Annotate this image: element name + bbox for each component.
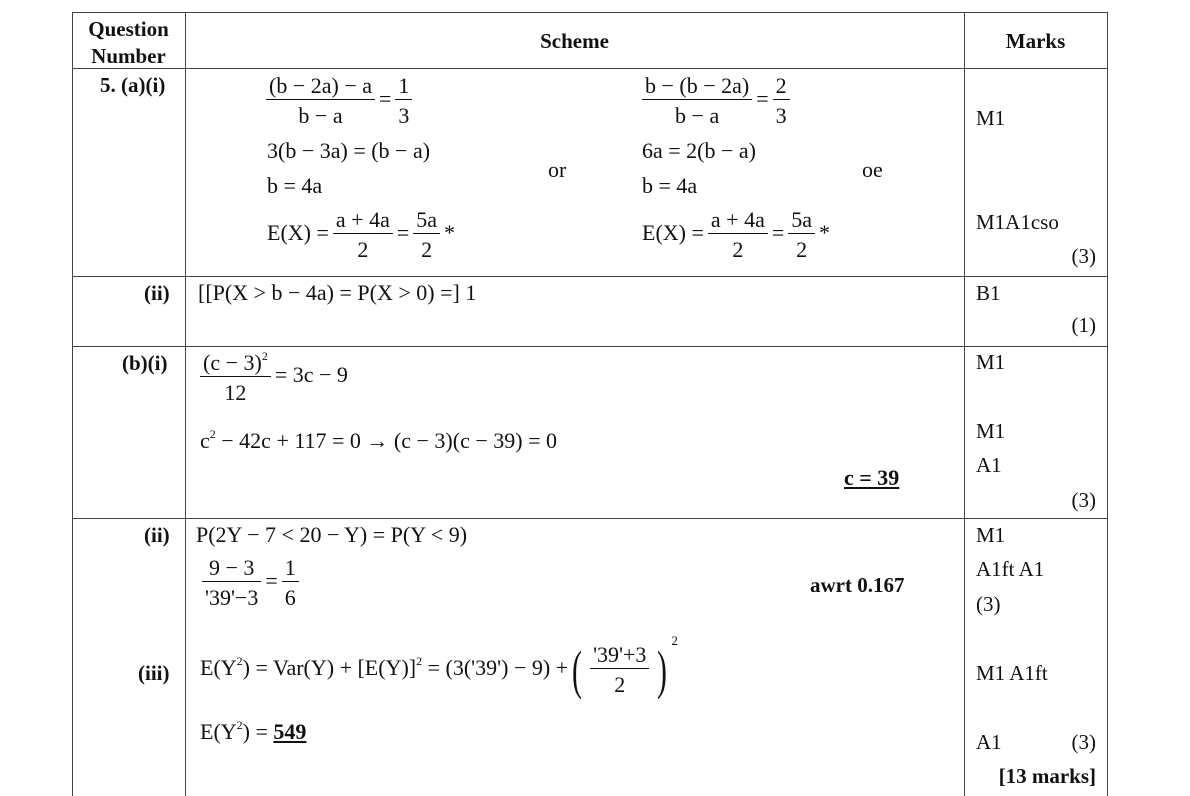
mark-5a-i-m1: M1 [976,106,1006,130]
right-equation-3: b = 4a [642,173,698,198]
b-iii-equation-2: $E(Y^2) = 549$ [200,718,307,744]
b-iii-answer: 549 [273,719,307,744]
b-i-equation-2: $c^2 - 42c + 117 = 0 \to (c - 3)(c - 39) = 0$ [200,427,557,453]
header-scheme: Scheme [540,29,609,53]
fraction: $\frac{2}{3}$ [773,75,790,127]
header-question-line1: Question [88,17,169,41]
right-equation-1: $\frac{b - (b - 2a)}{b - a}$ = $\frac{2}{3}$ [638,75,794,127]
mark-5b-i-a1: A1 [976,453,1002,477]
mark-5b-iii-m1-a1ft: M1 A1ft [976,661,1048,685]
mark-5a-i-m1a1: M1A1cso [976,210,1059,234]
total-5a-ii: (1) [1071,313,1096,337]
total-5b-iii: (3) [1071,730,1096,754]
column-divider-marks [964,12,965,796]
mark-5b-ii-a1ft: A1ft A1 [976,557,1045,581]
header-marks: Marks [1005,29,1066,53]
total-5a-i: (3) [1071,244,1096,268]
fraction: $\frac{'39'+3}{2}$ [590,644,649,696]
b-i-answer: c = 39 [844,465,900,490]
fraction: $\frac{5a}{2}$ [788,209,815,261]
b-i-equation-1: $\frac{(c - 3)^2}{12}$ = 3c − 9 [196,350,348,404]
or-text: or [548,157,567,182]
header-divider [72,68,1108,69]
left-expectation-equation: E(X) = $\frac{a + 4a}{2}$ = $\frac{5a}{2}$ * [267,207,456,262]
row-divider-b-ii [72,518,1108,519]
oe-text: oe [862,157,883,182]
a-ii-working: [[P(X > b − 4a) = P(X > 0) =] 1 [198,280,477,305]
fraction: $\frac{1}{6}$ [282,557,299,609]
mark-5b-i-m1-second: M1 [976,419,1006,443]
left-equation-3: b = 4a [267,173,323,198]
question-label-5a-ii: (ii) [144,281,170,305]
question-label-5b-ii: (ii) [144,523,170,547]
column-divider-question [185,12,186,796]
b-ii-awrt-note: awrt 0.167 [810,573,905,597]
right-expectation-equation: E(X) = $\frac{a + 4a}{2}$ = $\frac{5a}{2}$ * [642,207,831,262]
fraction: $\frac{b - (b - 2a)}{b - a}$ [642,75,752,127]
mark-5b-ii-m1: M1 [976,523,1006,547]
b-ii-equation-2: $\frac{9 - 3}{'39'-3}$ = $\frac{1}{6}$ [198,557,303,609]
fraction: $\frac{a + 4a}{2}$ [333,209,393,261]
mark-5b-iii-a1: A1 [976,730,1002,754]
question-label-5a-i: 5. (a)(i) [100,73,166,97]
table-border-left [72,12,73,796]
row-divider-b-i [72,346,1108,347]
mark-5a-ii-b1: B1 [976,281,1001,305]
b-iii-equation-1: $E(Y^2) = Var(Y) + [E(Y)]^2 = (3('39') - 9)$ +( $\frac{'39'+3}{2}$ ) $^2$ [200,633,678,700]
question-label-5b-iii: (iii) [138,661,170,685]
fraction: $\frac{9 - 3}{'39'-3}$ [202,557,261,609]
header-question-number [72,16,185,70]
total-5b-i: (3) [1071,488,1096,512]
fraction: $\frac{a + 4a}{2}$ [708,209,768,261]
left-equation-2: 3(b − 3a) = (b − a) [267,138,431,163]
table-border-right [1107,12,1108,796]
b-ii-equation-1: P(2Y − 7 < 20 − Y) = P(Y < 9) [196,522,468,547]
left-equation-1: $\frac{(b - 2a) - a}{b - a}$ = $\frac{1}{3}$ [262,75,416,127]
right-equation-2: 6a = 2(b − a) [642,138,756,163]
fraction: $\frac{5a}{2}$ [413,209,440,261]
total-5b-ii: (3) [976,592,1001,616]
fraction: $\frac{(c - 3)^2}{12}$ [200,350,271,404]
grand-total-marks: [13 marks] [998,764,1096,788]
mark-scheme-table [72,12,1108,796]
header-question-line2: Number [91,44,166,68]
table-border-top [72,12,1108,13]
mark-5b-i-m1: M1 [976,350,1006,374]
question-label-5b-i: (b)(i) [122,351,168,375]
fraction: $\frac{1}{3}$ [395,75,412,127]
fraction: $\frac{(b - 2a) - a}{b - a}$ [266,75,375,127]
row-divider-a-ii [72,276,1108,277]
